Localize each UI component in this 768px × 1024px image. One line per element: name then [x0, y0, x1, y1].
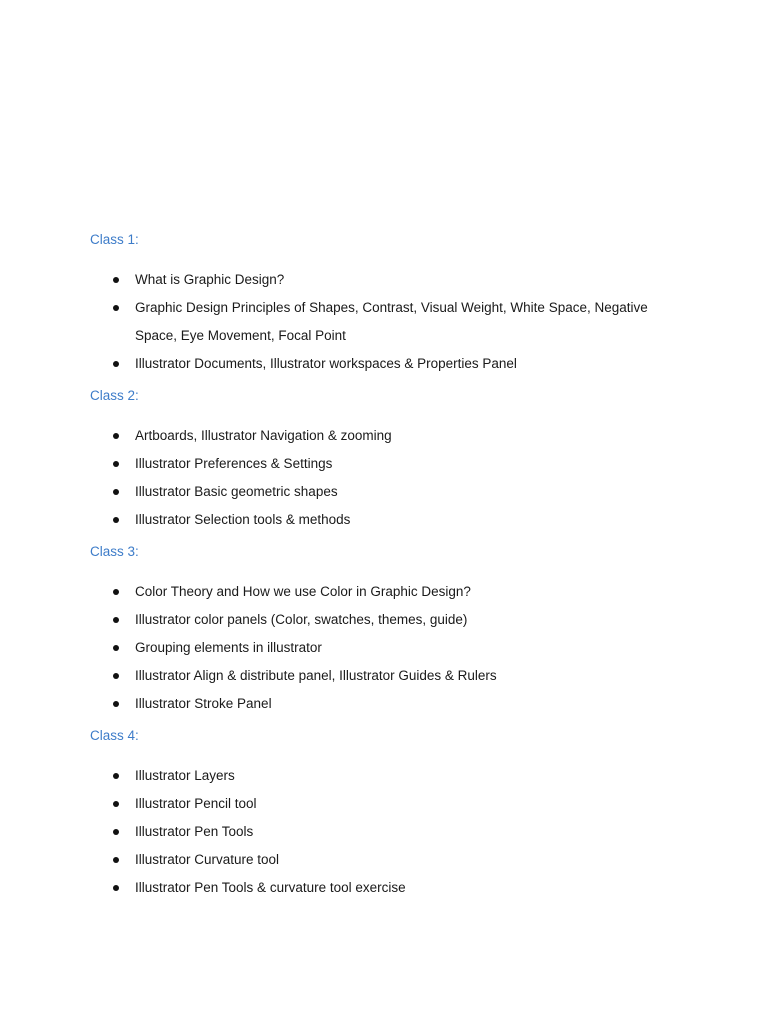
- bullet-icon: [113, 361, 119, 367]
- topic-list: [90, 266, 690, 378]
- bullet-icon: [113, 645, 119, 651]
- topic-text: Illustrator Stroke Panel: [135, 696, 272, 711]
- bullet-icon: [113, 277, 119, 283]
- bullet-icon: [113, 857, 119, 863]
- list-item: [90, 662, 690, 690]
- topic-list: [90, 422, 690, 534]
- topic-text: Artboards, Illustrator Navigation & zooming: [135, 428, 392, 443]
- topic-text: Illustrator color panels (Color, swatches, themes, guide): [135, 612, 468, 627]
- topic-text: Graphic Design Principles of Shapes, Contrast, Visual Weight, White Space, Negative Space, Eye Movement, Focal Point: [135, 300, 648, 343]
- topic-text: Illustrator Preferences & Settings: [135, 456, 333, 471]
- bullet-icon: [113, 617, 119, 623]
- bullet-icon: [113, 673, 119, 679]
- list-item: [90, 294, 690, 350]
- course-outline: [90, 230, 690, 902]
- list-item: [90, 634, 690, 662]
- class-2-section: [90, 386, 690, 542]
- list-item: [90, 422, 690, 450]
- list-item: [90, 266, 690, 294]
- bullet-icon: [113, 489, 119, 495]
- bullet-icon: [113, 305, 119, 311]
- bullet-icon: [113, 701, 119, 707]
- class-1-section: [90, 230, 690, 386]
- topic-text: Illustrator Pen Tools & curvature tool exercise: [135, 880, 406, 895]
- topic-text: Color Theory and How we use Color in Graphic Design?: [135, 584, 471, 599]
- class-heading: Class 4:: [90, 728, 139, 743]
- class-heading: Class 3:: [90, 544, 139, 559]
- class-4-section: [90, 726, 690, 902]
- list-item: [90, 506, 690, 534]
- topic-text: Illustrator Selection tools & methods: [135, 512, 351, 527]
- topic-text: Illustrator Layers: [135, 768, 235, 783]
- bullet-icon: [113, 829, 119, 835]
- topic-text: Illustrator Pencil tool: [135, 796, 257, 811]
- list-item: [90, 690, 690, 718]
- bullet-icon: [113, 801, 119, 807]
- class-heading: Class 2:: [90, 388, 139, 403]
- list-item: [90, 578, 690, 606]
- topic-text: Illustrator Align & distribute panel, Illustrator Guides & Rulers: [135, 668, 497, 683]
- class-3-section: [90, 542, 690, 726]
- topic-text: Illustrator Curvature tool: [135, 852, 280, 867]
- topic-text: What is Graphic Design?: [135, 272, 285, 287]
- bullet-icon: [113, 461, 119, 467]
- topic-list: [90, 762, 690, 902]
- list-item: [90, 450, 690, 478]
- topic-text: Grouping elements in illustrator: [135, 640, 322, 655]
- class-heading: Class 1:: [90, 232, 139, 247]
- list-item: [90, 762, 690, 790]
- list-item: [90, 790, 690, 818]
- list-item: [90, 350, 690, 378]
- list-item: [90, 818, 690, 846]
- topic-text: Illustrator Pen Tools: [135, 824, 254, 839]
- bullet-icon: [113, 433, 119, 439]
- bullet-icon: [113, 773, 119, 779]
- list-item: [90, 606, 690, 634]
- bullet-icon: [113, 885, 119, 891]
- topic-text: Illustrator Basic geometric shapes: [135, 484, 338, 499]
- bullet-icon: [113, 589, 119, 595]
- topic-text: Illustrator Documents, Illustrator workspaces & Properties Panel: [135, 356, 517, 371]
- bullet-icon: [113, 517, 119, 523]
- list-item: [90, 478, 690, 506]
- list-item: [90, 846, 690, 874]
- list-item: [90, 874, 690, 902]
- topic-list: [90, 578, 690, 718]
